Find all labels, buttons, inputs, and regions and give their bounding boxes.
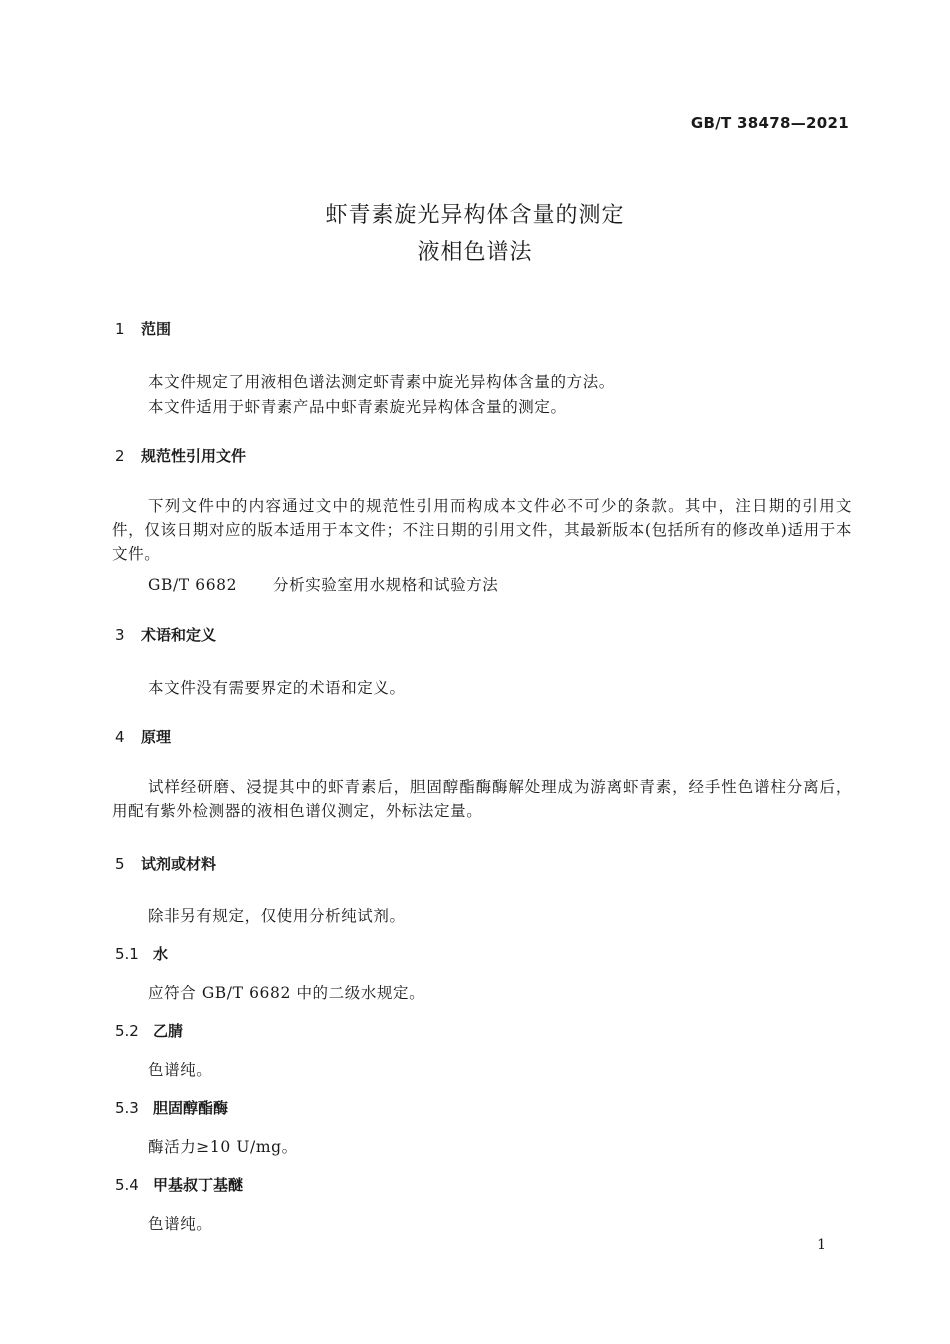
section-title: 试剂或材料 — [141, 855, 217, 873]
section-3-heading — [115, 624, 216, 645]
section-title: 原理 — [141, 728, 172, 746]
subsection-5-4-heading — [115, 1174, 243, 1195]
paragraph: 试样经研磨、浸提其中的虾青素后，胆固醇酯酶酶解处理成为游离虾青素，经手性色谱柱分离后，用配有紫外检测器的液相色谱仪测定，外标法定量。 — [112, 778, 852, 820]
subsection-title: 水 — [153, 945, 169, 963]
subsection-number: 5.2 — [115, 1022, 139, 1040]
paragraph: 除非另有规定，仅使用分析纯试剂。 — [148, 907, 406, 925]
section-title: 范围 — [141, 320, 172, 338]
standard-number: GB/T 38478—2021 — [690, 114, 849, 132]
paragraph: 色谱纯。 — [148, 1215, 213, 1233]
section-number: 4 — [115, 728, 125, 746]
paragraph: 本文件适用于虾青素产品中虾青素旋光异构体含量的测定。 — [148, 398, 567, 416]
document-subtitle: 液相色谱法 — [417, 240, 533, 265]
reference-title: 分析实验室用水规格和试验方法 — [273, 576, 499, 594]
subsection-title: 胆固醇酯酶 — [153, 1099, 229, 1117]
section-number: 5 — [115, 855, 125, 873]
section-number: 1 — [115, 320, 125, 338]
subsection-5-3-heading — [115, 1097, 228, 1118]
reference-code: GB/T 6682 — [148, 576, 238, 594]
subsection-title: 甲基叔丁基醚 — [153, 1176, 244, 1194]
subsection-number: 5.3 — [115, 1099, 139, 1117]
paragraph: 本文件规定了用液相色谱法测定虾青素中旋光异构体含量的方法。 — [148, 373, 615, 391]
page-number: 1 — [817, 1237, 826, 1253]
document-title: 虾青素旋光异构体含量的测定 — [325, 203, 625, 228]
subsection-title: 乙腈 — [153, 1022, 184, 1040]
paragraph: 色谱纯。 — [148, 1061, 213, 1079]
subsection-number: 5.4 — [115, 1176, 139, 1194]
normative-reference — [148, 573, 498, 595]
section-5-heading — [115, 853, 216, 874]
paragraph: 酶活力≥10 U/mg。 — [148, 1138, 298, 1156]
section-title: 术语和定义 — [141, 626, 217, 644]
subsection-5-1-heading — [115, 943, 168, 964]
section-title: 规范性引用文件 — [141, 447, 247, 465]
section-4-heading — [115, 726, 171, 747]
paragraph: 本文件没有需要界定的术语和定义。 — [148, 679, 406, 697]
subsection-5-2-heading — [115, 1020, 183, 1041]
subsection-number: 5.1 — [115, 945, 139, 963]
section-number: 2 — [115, 447, 125, 465]
section-2-heading — [115, 445, 246, 466]
paragraph: 下列文件中的内容通过文中的规范性引用而构成本文件必不可少的条款。其中，注日期的引用文件，仅该日期对应的版本适用于本文件；不注日期的引用文件，其最新版本(包括所有的修改单)适用于本文件。 — [112, 497, 852, 563]
paragraph: 应符合 GB/T 6682 中的二级水规定。 — [148, 984, 426, 1002]
section-number: 3 — [115, 626, 125, 644]
section-1-heading — [115, 318, 171, 339]
